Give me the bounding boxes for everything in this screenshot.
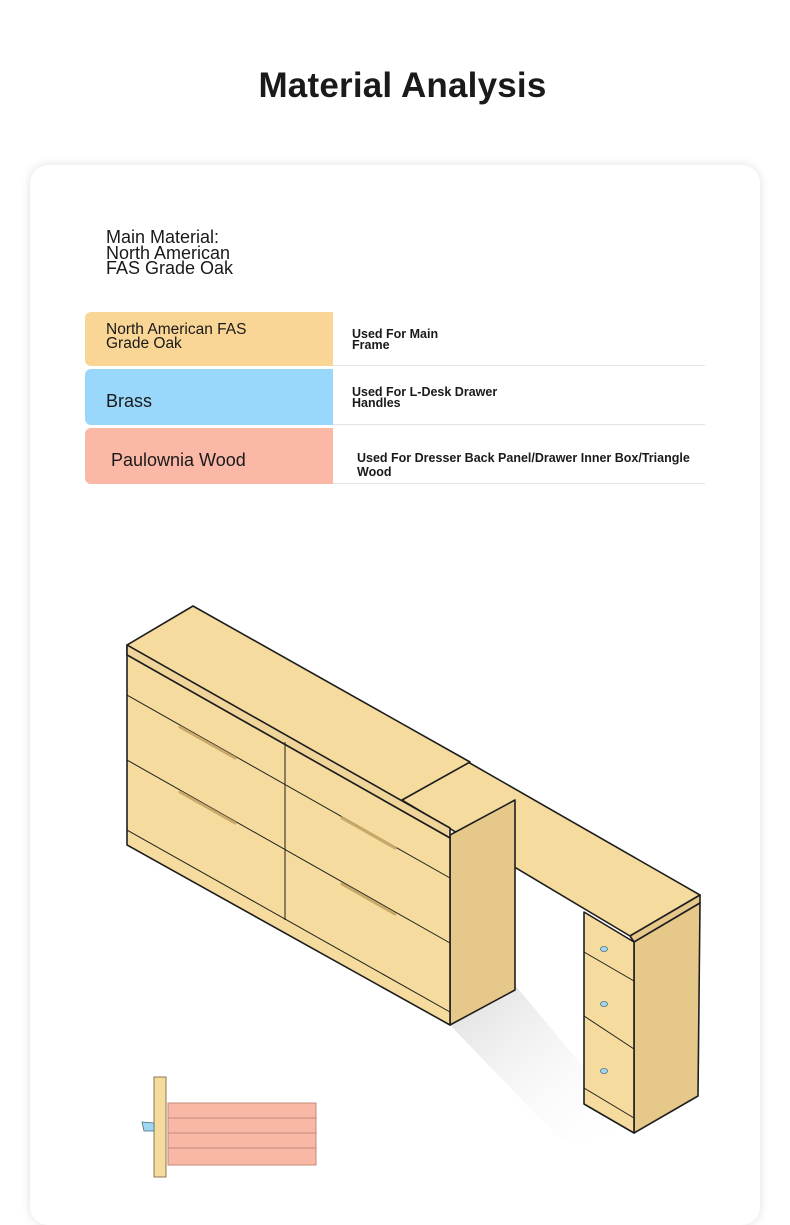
material-name: Paulownia Wood — [111, 450, 246, 470]
material-use: Used For Main Frame — [352, 327, 439, 352]
desk-column-side — [634, 903, 700, 1133]
brass-handle — [601, 947, 608, 952]
material-name: North American FAS Grade Oak — [106, 321, 247, 352]
main-material-line: North American — [106, 242, 231, 263]
material-use: Used For Dresser Back Panel/Drawer Inner Box/Triangle Wood — [357, 451, 690, 479]
dresser-side — [450, 800, 515, 1025]
main-material-line: FAS Grade Oak — [106, 258, 234, 278]
drawer-joint-detail — [142, 1077, 316, 1177]
page-title: Material Analysis — [258, 66, 547, 105]
material-use: Used For L-Desk Drawer Handles — [352, 385, 498, 410]
main-material-line: Main Material: — [106, 227, 220, 247]
brass-handle — [601, 1069, 608, 1074]
material-name: Brass — [106, 391, 153, 411]
desk-column-front — [584, 912, 634, 1133]
brass-handle — [601, 1002, 608, 1007]
